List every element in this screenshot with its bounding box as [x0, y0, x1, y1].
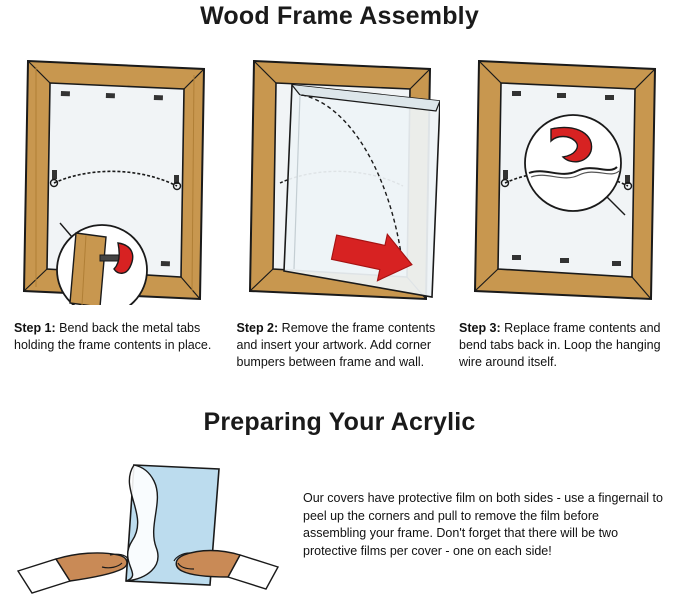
page-title-frame-assembly: Wood Frame Assembly [200, 2, 479, 30]
step-1-text: Bend back the metal tabs holding the frame contents in place. [14, 321, 212, 352]
acrylic-instructions-text: Our covers have protective film on both sides - use a fingernail to peel up the corners and pull to remove the film before assembling your frame. Don't forget that there will be two protective films per cover - one on each side! [303, 491, 663, 558]
step-2-text: Remove the frame contents and insert your artwork. Add corner bumpers between frame and wall. [236, 321, 436, 369]
frame-remove-contents-diagram [240, 55, 440, 305]
step-3-caption [459, 320, 665, 371]
steps-illustration-row [0, 55, 679, 305]
step-3-text: Replace frame contents and bend tabs back in. Loop the hanging wire around itself. [459, 321, 661, 369]
acrylic-section [0, 455, 679, 595]
acrylic-illustration [14, 455, 284, 595]
step-3-label: Step 3: [459, 321, 501, 335]
step-2-caption [237, 320, 443, 371]
frame-wire-loop-diagram [465, 55, 665, 305]
step-3-illustration [465, 55, 665, 305]
page-title-preparing-acrylic: Preparing Your Acrylic [203, 408, 476, 436]
step-1-label: Step 1: [14, 321, 56, 335]
step-1-illustration [14, 55, 214, 305]
step-captions-row [0, 320, 679, 371]
frame-with-tabs-diagram [14, 55, 214, 305]
step-2-label: Step 2: [236, 321, 279, 335]
step-2-illustration [240, 55, 440, 305]
step-1-caption [14, 320, 220, 371]
hands-peeling-film-diagram [14, 455, 284, 595]
